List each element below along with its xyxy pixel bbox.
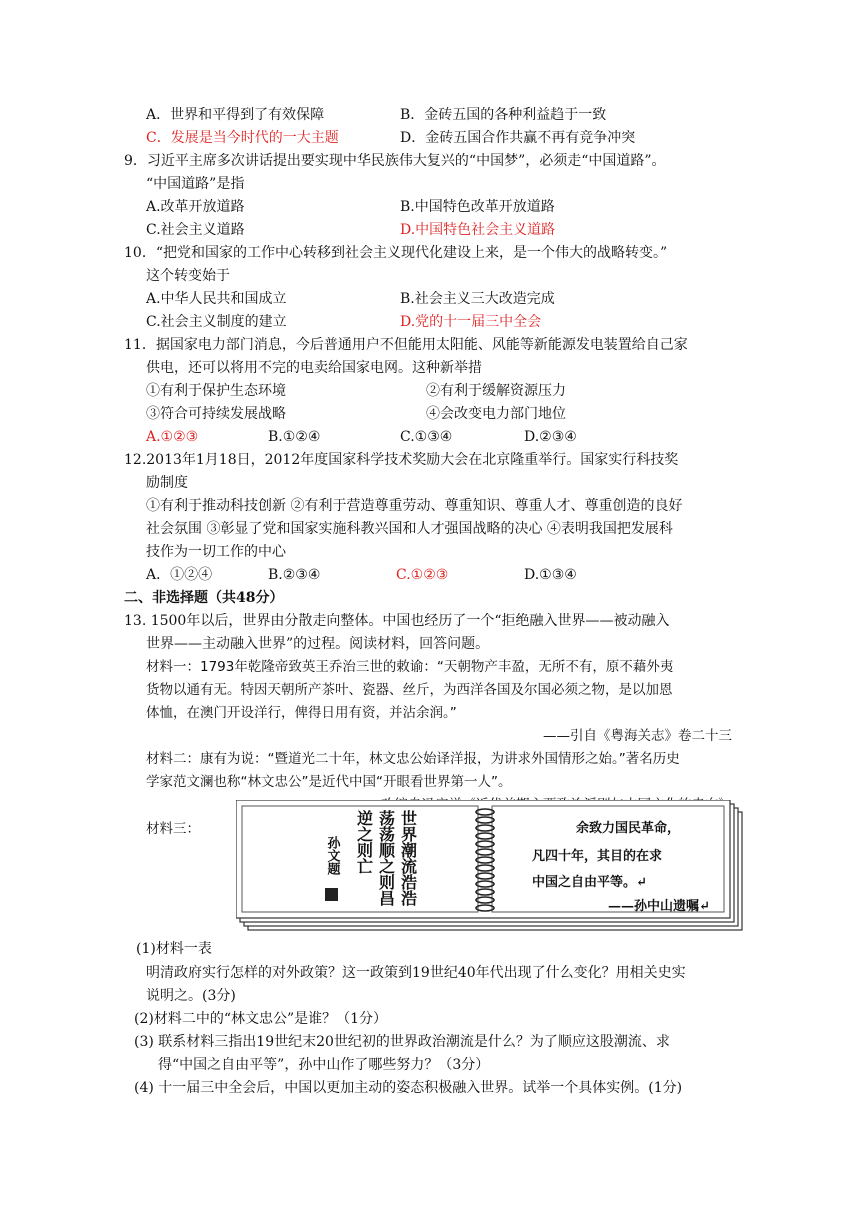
material2-line2: 学家范文澜也称“林文忠公”是近代中国“开眼看世界第一人”。 xyxy=(146,774,512,790)
q12-option-d: D.①③④ xyxy=(524,567,577,583)
q9-option-d: D.中国特色社会主义道路 xyxy=(400,222,556,238)
seal-icon xyxy=(325,888,338,901)
q12-statements-line2: 社会氛围 ③彰显了党和国家实施科教兴国和人才强国战略的决心 ④表明我国把发展科 xyxy=(146,521,673,537)
calligraphy-column-1: 世界潮流浩浩 xyxy=(398,810,418,906)
q10-option-d: D.党的十一届三中全会 xyxy=(400,314,542,330)
material1-source: ——引自《粤海关志》卷二十三 xyxy=(543,728,732,744)
q12-option-a: A．①②④ xyxy=(146,567,213,583)
q8-option-c: C．发展是当今时代的一大主题 xyxy=(146,130,339,146)
q11-option-c: C.①③④ xyxy=(400,429,453,445)
q12-option-b: B.②③④ xyxy=(268,567,321,583)
q12-stem-line1: 12.2013年1月18日，2012年度国家科学技术奖励大会在北京隆重举行。国家实行科技奖 xyxy=(124,452,679,468)
q9-option-c: C.社会主义道路 xyxy=(146,222,245,238)
q10-option-c: C.社会主义制度的建立 xyxy=(146,314,287,330)
will-line2: 凡四十年，其目的在求 xyxy=(532,849,663,864)
q11-statement-4: ④会改变电力部门地位 xyxy=(426,406,566,422)
q10-option-a: A.中华人民共和国成立 xyxy=(146,291,287,307)
q10-stem-line1: 10．“把党和国家的工作中心转移到社会主义现代化建设上来，是一个伟大的战略转变。” xyxy=(124,245,668,261)
q12-statements-line1: ①有利于推动科技创新 ②有利于营造尊重劳动、尊重知识、尊重人才、尊重创造的良好 xyxy=(146,498,683,514)
q13-part1-line3: 说明之。(3分) xyxy=(146,988,236,1004)
q10-stem-line2: 这个转变始于 xyxy=(146,268,230,284)
q13-part1-line2: 明清政府实行怎样的对外政策？这一政策到19世纪40年代出现了什么变化？用相关史实 xyxy=(146,965,686,981)
q11-statement-3: ③符合可持续发展战略 xyxy=(146,406,286,422)
q9-stem-line1: 9．习近平主席多次讲话提出要实现中华民族伟大复兴的“中国梦”，必须走“中国道路”。 xyxy=(124,153,666,169)
q9-option-a: A.改革开放道路 xyxy=(146,199,245,215)
will-line4: ——孙中山遗嘱↵ xyxy=(608,899,710,914)
section-heading: 二、非选择题（共48分） xyxy=(124,590,284,606)
q11-option-b: B.①②④ xyxy=(268,429,321,445)
q11-stem-line1: 11．据国家电力部门消息，今后普通用户不但能用太阳能、风能等新能源发电装置给自己家 xyxy=(124,337,688,353)
material2-line1: 材料二：康有为说：“暨道光二十年，林文忠公始译洋报，为讲求外国情形之始。”著名历史 xyxy=(146,751,680,767)
q9-stem-line2: “中国道路”是指 xyxy=(146,176,245,192)
q8-option-d: D．金砖五国合作共赢不再有竞争冲突 xyxy=(400,130,636,146)
q10-option-b: B.社会主义三大改造完成 xyxy=(400,291,555,307)
material1-line2: 货物以通有无。特因天朝所产茶叶、瓷器、丝斤，为西洋各国及尔国必须之物，是以加恩 xyxy=(146,682,673,698)
q11-statement-2: ②有利于缓解资源压力 xyxy=(426,383,566,399)
q11-statement-1: ①有利于保护生态环境 xyxy=(146,383,286,399)
q13-stem-line2: 世界——主动融入世界”的过程。阅读材料，回答问题。 xyxy=(146,636,490,652)
material1-line3: 体恤，在澳门开设洋行，俾得日用有资，并沾余润。” xyxy=(146,705,457,721)
q13-part3-line1: (3) 联系材料三指出19世纪末20世纪初的世界政治潮流是什么？为了顺应这股潮流、求 xyxy=(134,1034,670,1050)
calligraphy-signature: 孙文题 xyxy=(324,836,340,875)
q11-option-a: A.①②③ xyxy=(146,429,199,445)
will-line3: 中国之自由平等。↵ xyxy=(532,875,647,890)
q13-part4: (4) 十一届三中全会后，中国以更加主动的姿态积极融入世界。试举一个具体实例。(1分) xyxy=(134,1080,683,1096)
q8-option-b: B．金砖五国的各种利益趋于一致 xyxy=(400,107,607,123)
q11-option-d: D.②③④ xyxy=(524,429,577,445)
calligraphy-column-3: 逆之则亡 xyxy=(354,810,374,874)
q8-option-a: A．世界和平得到了有效保障 xyxy=(146,107,325,123)
will-line1: 余致力国民革命， xyxy=(576,821,681,836)
q9-option-b: B.中国特色改革开放道路 xyxy=(400,199,555,215)
q13-part3-line2: 得“中国之自由平等”，孙中山作了哪些努力？（3分） xyxy=(158,1057,490,1073)
notebook-calligraphy-image xyxy=(236,800,750,934)
q12-stem-line2: 励制度 xyxy=(146,475,188,491)
q13-part2: (2)材料二中的“林文忠公”是谁？（1分） xyxy=(134,1011,388,1027)
q12-statements-line3: 技作为一切工作的中心 xyxy=(146,544,286,560)
material1-line1: 材料一：1793年乾隆帝致英王乔治三世的敕谕：“天朝物产丰盈，无所不有，原不藉外夷 xyxy=(146,659,674,675)
q12-option-c: C.①②③ xyxy=(396,567,449,583)
q11-stem-line2: 供电，还可以将用不完的电卖给国家电网。这种新举措 xyxy=(146,360,482,376)
calligraphy-column-2: 荡荡顺之则昌 xyxy=(376,810,396,906)
material3-label: 材料三： xyxy=(146,821,200,837)
q13-part1-line1: (1)材料一表 xyxy=(136,941,212,957)
q13-stem-line1: 13. 1500年以后，世界由分散走向整体。中国也经历了一个“拒绝融入世界——被动融入 xyxy=(124,613,670,629)
